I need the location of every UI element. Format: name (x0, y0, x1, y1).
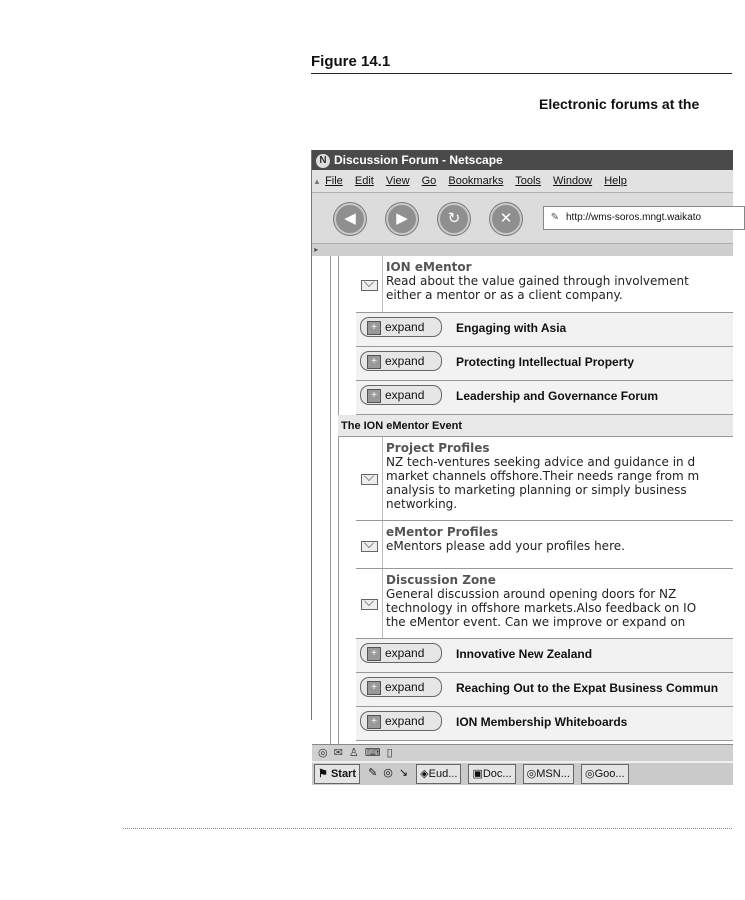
forum-title[interactable]: eMentor Profiles (386, 525, 499, 539)
mail-icon (361, 474, 378, 485)
expand-button[interactable]: + expand (360, 351, 442, 371)
page-icon: ✎ (550, 212, 560, 223)
people-icon[interactable]: ♙ (348, 747, 359, 759)
expand-row (356, 347, 733, 381)
menu-bar (312, 170, 733, 193)
grip-icon: ▲ (313, 177, 321, 186)
browser-icon[interactable]: ◎ (383, 767, 393, 779)
expand-button[interactable]: + expand (360, 643, 442, 663)
forum-description: analysis to marketing planning or simply business (386, 483, 687, 497)
stop-icon[interactable]: ✕ (490, 203, 522, 235)
menu-view[interactable]: View (385, 175, 410, 187)
title-bar (312, 150, 733, 170)
figure-label: Figure 14.1 (311, 53, 391, 70)
url-field[interactable] (543, 206, 745, 230)
expand-button[interactable]: + expand (360, 317, 442, 337)
word-icon: ▣ (472, 768, 483, 780)
forum-description: technology in offshore markets.Also feedback on IO (386, 601, 697, 615)
browser-window (311, 150, 733, 780)
plus-icon: + (367, 321, 381, 335)
indent-gutter (338, 256, 357, 744)
expand-button[interactable]: + expand (360, 677, 442, 697)
mail-icon (361, 280, 378, 291)
taskbar (312, 761, 733, 785)
forum-description: market channels offshore.Their needs range from m (386, 469, 700, 483)
task-msn[interactable]: ◎MSN... (523, 764, 574, 784)
forum-title[interactable]: Discussion Zone (386, 573, 496, 587)
plus-icon: + (367, 647, 381, 661)
forum-description: networking. (386, 497, 458, 511)
mail-icon (361, 599, 378, 610)
forum-description: NZ tech-ventures seeking advice and guidance in d (386, 455, 696, 469)
forum-description: Read about the value gained through involvement (386, 274, 689, 288)
start-button[interactable]: ⚑ Start (314, 764, 360, 784)
forum-description: General discussion around opening doors for NZ (386, 587, 677, 601)
edit-icon[interactable]: ✎ (368, 767, 378, 779)
plus-icon: + (367, 715, 381, 729)
section-title: The ION eMentor Event (341, 420, 463, 432)
forum-title[interactable]: ION eMentor (386, 260, 472, 274)
menu-edit[interactable]: Edit (354, 175, 374, 187)
status-bar (312, 744, 733, 761)
windows-icon: ⚑ (318, 768, 328, 780)
navigator-icon[interactable]: ◎ (318, 747, 328, 759)
forum-description: either a mentor or as a client company. (386, 288, 623, 302)
category-title[interactable]: Innovative New Zealand (456, 647, 593, 661)
tool-icon[interactable]: ↘ (398, 767, 409, 779)
task-eudora[interactable]: ◈Eud... (416, 764, 461, 784)
menu-tools[interactable]: Tools (515, 175, 541, 187)
page-icon[interactable]: ▯ (386, 747, 393, 759)
figure-caption: Electronic forums at the (539, 96, 700, 112)
figure-rule (311, 73, 732, 74)
navigation-toolbar (312, 193, 733, 244)
category-title[interactable]: Engaging with Asia (456, 321, 567, 335)
mail-icon[interactable]: ✉ (333, 747, 343, 759)
category-title[interactable]: Leadership and Governance Forum (456, 389, 659, 403)
forum-ementor-profiles[interactable] (356, 521, 733, 569)
section-header (338, 415, 733, 437)
eudora-icon: ◈ (420, 768, 429, 780)
menu-go[interactable]: Go (421, 175, 437, 187)
sidebar-toggle-strip[interactable]: ▸ (312, 244, 733, 257)
reload-icon[interactable]: ↻ (438, 203, 470, 235)
plus-icon: + (367, 389, 381, 403)
forum-discussion-zone[interactable] (356, 569, 733, 639)
forum-title[interactable]: Project Profiles (386, 441, 490, 455)
forum-project-profiles[interactable] (356, 437, 733, 521)
expand-button[interactable]: + expand (360, 385, 442, 405)
expand-button[interactable]: + expand (360, 711, 442, 731)
plus-icon: + (367, 355, 381, 369)
netscape-icon: N (316, 154, 330, 168)
menu-file[interactable]: File (325, 175, 343, 187)
composer-icon[interactable]: ⌨ (364, 747, 381, 759)
category-title[interactable]: ION Membership Whiteboards (456, 715, 628, 729)
expand-row (356, 313, 733, 347)
menu-help[interactable]: Help (604, 175, 627, 187)
forum-description: eMentors please add your profiles here. (386, 539, 625, 553)
expand-row (356, 639, 733, 673)
netscape-icon: ◎ (526, 768, 537, 780)
category-title[interactable]: Reaching Out to the Expat Business Commun (456, 681, 719, 695)
expand-row (356, 707, 733, 741)
task-google[interactable]: ◎Goo... (581, 764, 629, 784)
forum-ion-ementor[interactable] (356, 256, 733, 313)
dotted-divider (123, 828, 732, 829)
window-title: Discussion Forum - Netscape (334, 153, 503, 167)
url-text: http://wms-soros.mngt.waikato (566, 212, 702, 223)
mail-icon (361, 541, 378, 552)
back-icon[interactable]: ◀ (334, 203, 366, 235)
forward-icon[interactable]: ▶ (386, 203, 418, 235)
category-title[interactable]: Protecting Intellectual Property (456, 355, 635, 369)
task-document[interactable]: ▣Doc... (468, 764, 515, 784)
left-gutter (312, 256, 331, 744)
menu-window[interactable]: Window (553, 175, 593, 187)
forum-description: the eMentor event. Can we improve or expand on (386, 615, 686, 629)
netscape-icon: ◎ (584, 768, 595, 780)
menu-bookmarks[interactable]: Bookmarks (448, 175, 504, 187)
forum-content (312, 256, 733, 744)
expand-row (356, 673, 733, 707)
expand-row (356, 381, 733, 415)
plus-icon: + (367, 681, 381, 695)
